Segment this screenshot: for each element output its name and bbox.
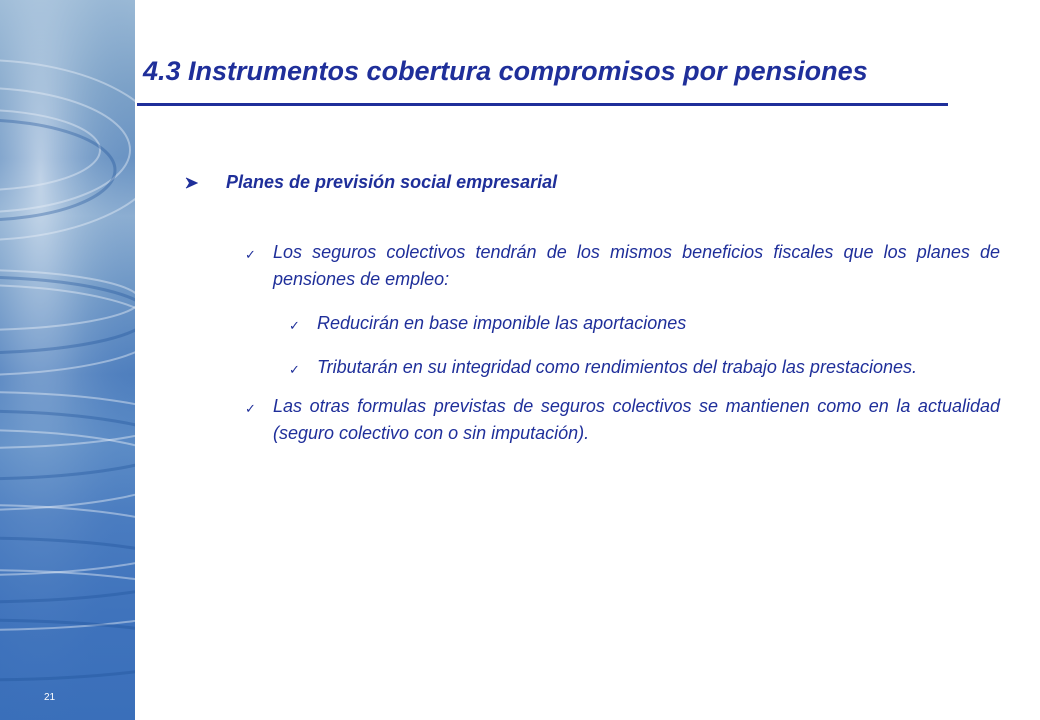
checkmark-icon: ✓	[289, 318, 300, 333]
water-decoration-panel	[0, 0, 135, 720]
section-heading	[185, 168, 1000, 196]
page-number: 21	[44, 692, 56, 703]
slide-content	[185, 168, 1000, 447]
checkmark-icon: ✓	[289, 362, 300, 377]
list-item	[245, 393, 1000, 447]
checkmark-icon: ✓	[245, 247, 256, 262]
list-item-text: Reducirán en base imponible las aportaciones	[317, 313, 687, 333]
list-item	[245, 239, 1000, 293]
slide-title: 4.3 Instrumentos cobertura compromisos por pensiones	[143, 56, 868, 86]
arrow-bullet-icon	[185, 177, 198, 189]
checkmark-icon: ✓	[245, 401, 256, 416]
list-item-text: Tributarán en su integridad como rendimientos del trabajo las prestaciones.	[317, 357, 917, 377]
list-item-text: Las otras formulas previstas de seguros colectivos se mantienen como en la actualidad (seguro colectivo con o sin imputación).	[273, 396, 1000, 443]
water-ripple-graphic	[0, 0, 135, 720]
section-heading-text: Planes de previsión social empresarial	[226, 172, 558, 192]
list-item	[289, 310, 1000, 337]
title-underline	[137, 103, 948, 106]
list-item-text: Los seguros colectivos tendrán de los mismos beneficios fiscales que los planes de pensiones de empleo:	[273, 242, 1000, 289]
list-item	[289, 354, 1000, 381]
